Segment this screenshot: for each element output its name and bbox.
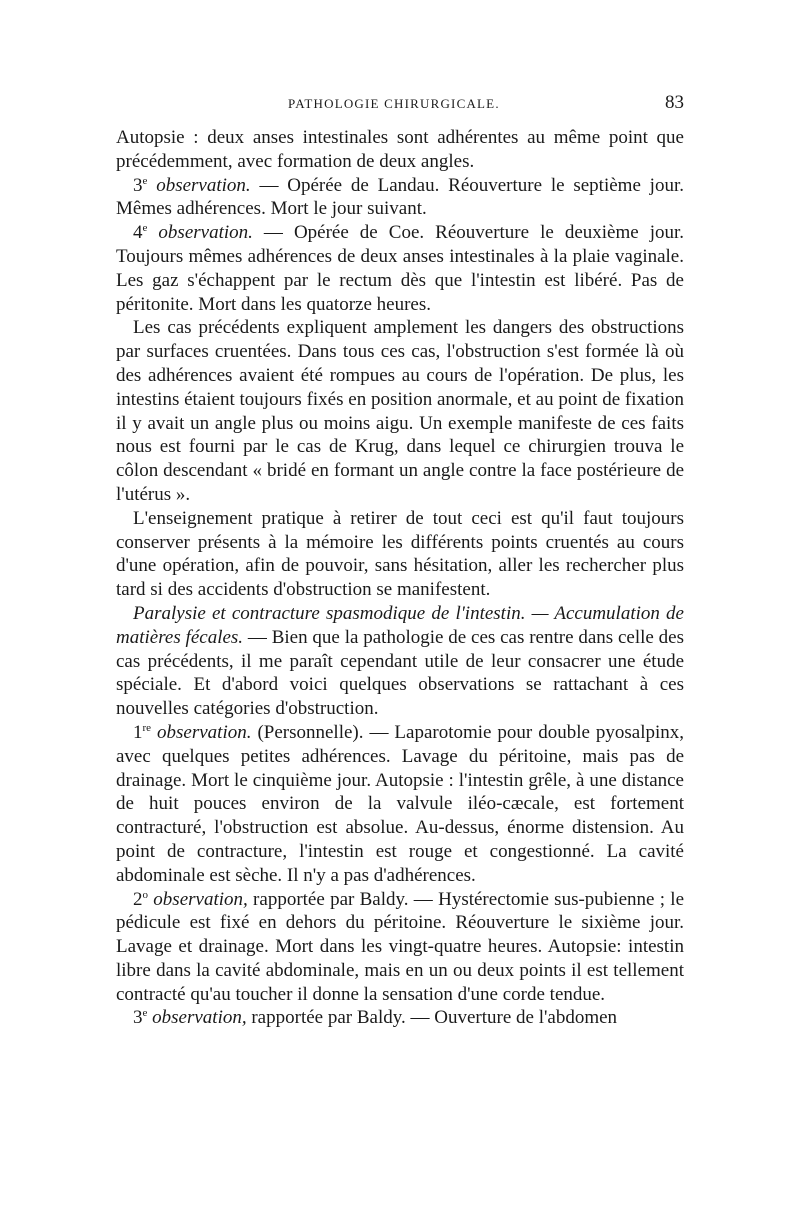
book-page [116,92,684,1030]
paragraph-observation-1-personnelle: 1re observation. (Personnelle). — Laparotomie pour double pyosalpinx, avec quelques petites adhérences. Lavage du péritoine, mais pas de drainage. Mort le cinquième jour. Autopsie : l'intestin grêle, à une distance de huit pouces environ de la valvule iléo-cæcale, est fortement contracturé, l'obstruction est absolue. Au-dessus, énorme distension. Au point de contracture, l'intestin est rouge et congestionné. La cavité abdominale est sèche. Il n'y a pas d'adhérences. [116,721,685,886]
running-title: PATHOLOGIE CHIRURGICALE. [288,96,500,111]
paragraph-dangers-obstructions: Les cas précédents expliquent amplement les dangers des obstructions par surfaces cruentées. Dans tous ces cas, l'obstruction s'est formée là où des adhérences avaient été rompues au cours de l'opération. De plus, les intestins étaient toujours fixés en position anormale, et au point de fixation il y avait un angle plus ou moins aigu. Un exemple manifeste de ces faits nous est fourni par le cas de Krug, dans lequel ce chirurgien trouva le côlon descendant « bridé en formant un angle contre la face postérieure de l'utérus ». [116,317,684,505]
paragraph-autopsie: Autopsie : deux anses intestinales sont adhérentes au même point que précédemment, avec formation de deux angles. [116,127,684,172]
paragraph-paralysie-contracture: Paralysie et contracture spasmodique de l'intestin. — Accumulation de matières fécales. — Bien que la pathologie de ces cas rentre dans celle des cas précédents, il me paraît cependant utile de leur consacrer une étude spéciale. Et d'abord voici quelques observations se rattachant à ces nouvelles catégories d'obstruction. [116,602,684,720]
paragraph-observation-4-coe: 4e observation. — Opérée de Coe. Réouverture le deuxième jour. Toujours mêmes adhérences de deux anses intestinales à la plaie vaginale. Les gaz s'échappent par le rectum dès que l'intestin est libéré. Pas de péritonite. Mort dans les quatorze heures. [116,222,685,315]
body-text [116,126,684,1030]
paragraph-observation-3-baldy: 3e observation, rapportée par Baldy. — Ouverture de l'abdomen [133,1007,618,1029]
paragraph-enseignement-pratique: L'enseignement pratique à retirer de tout ceci est qu'il faut toujours conserver présents à la mémoire les différents points cruentés au cours d'une opération, afin de pouvoir, sans hésitation, aller les rechercher plus tard si des accidents d'obstruction se manifestent. [116,507,684,601]
paragraph-observation-2-baldy: 2$^o$ observation, rapportée par Baldy. — Hystérectomie sus-pubienne ; le pédicule est fixé en dehors du péritoine. Réouverture le sixième jour. Lavage et drainage. Mort dans les vingt-quatre heures. Autopsie: intestin libre dans la cavité abdominale, mais en un ou deux points il est tellement contracté qu'au toucher il donne la sensation d'une corde tendue. [116,888,685,1005]
page-number: 83 [665,92,684,113]
paragraph-observation-3-landau: 3e observation. — Opérée de Landau. Réouverture le septième jour. Mêmes adhérences. Mort le jour suivant. [116,174,684,220]
running-head [116,92,684,126]
